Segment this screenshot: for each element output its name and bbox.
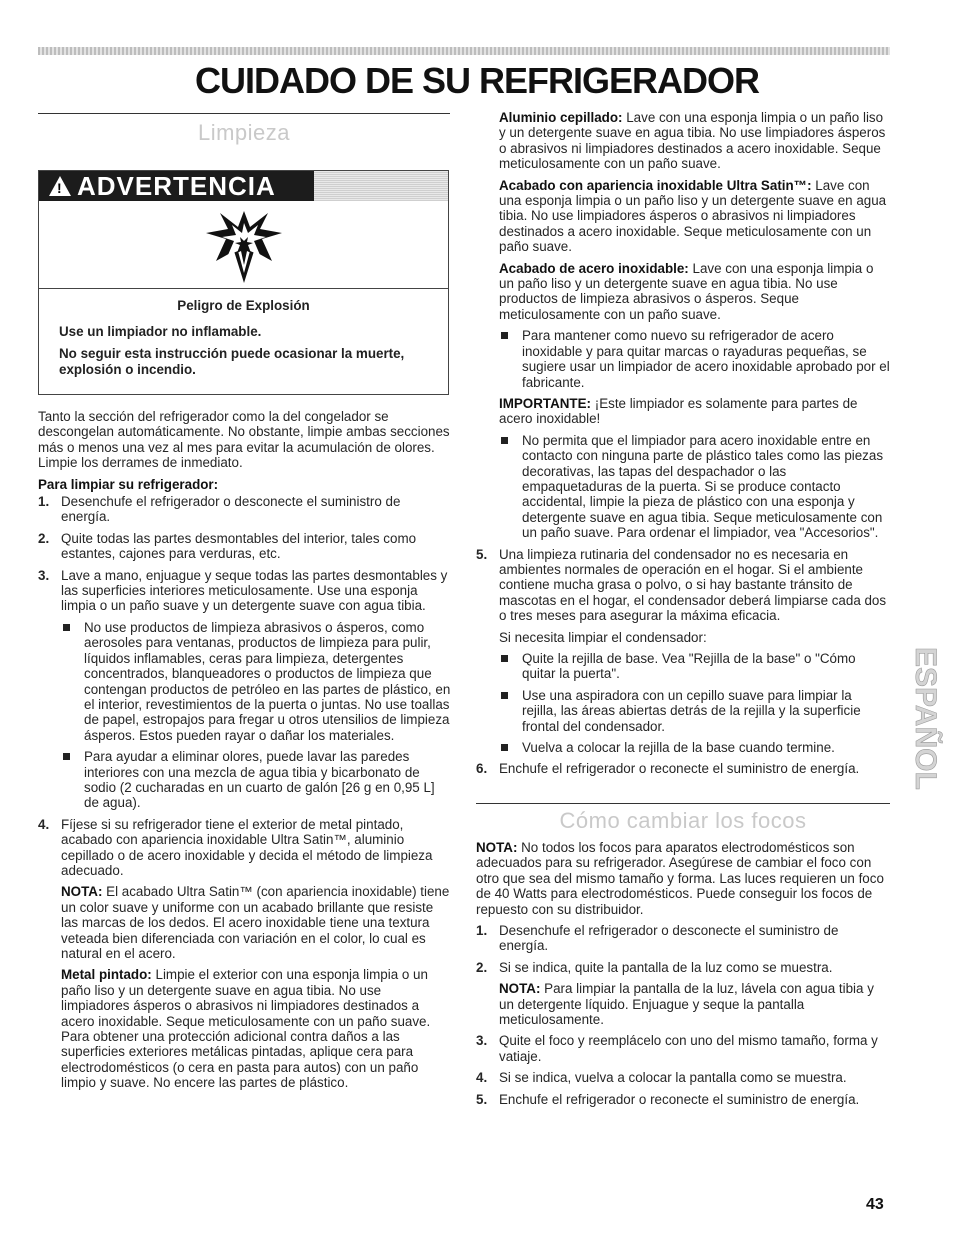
bulb-step-5: 5. Enchufe el refrigerador o reconecte el suministro de energía. (476, 1091, 860, 1107)
warning-hazard: Peligro de Explosión (177, 298, 310, 313)
step-4: 4. Fíjese si su refrigerador tiene el exterior de metal pintado, acabado con apariencia inoxidable Ultra Satin™, aluminio cepillado o de acero inoxidable y decida el método de limpieza adecuado. NOTA: El acabado Ultra Satin™ (con apariencia inoxidable) tiene un color suave y uniforme con un acabado brillante que resiste las marcas de los dedos. El acero inoxidable tiene una textura veteada bien diferenciada con variación en el color, lo cual es natural en el acero. Metal pintado: Limpie el exterior con una esponja limpia o un paño liso y un detergente suave en agua tibia. No use limpiadores ásperos o abrasivos ni limpiadores destinados a acero inoxidable. Seque meticulosamente con un paño suave. Para obtener una protección adicional contra daños a las superficies exteriores metálicas pintadas, aplique cera para electrodomésticos (o cera en pasta para autos) con un paño limpio y suave. No encere las partes de plástico. (38, 817, 452, 1091)
page-title: CUIDADO DE SU REFRIGERADOR (194, 60, 760, 101)
cleaning-subheading: Para limpiar su refrigerador: (38, 476, 219, 492)
bulbs-note: NOTA: No todos los focos para aparatos electrodomésticos son adecuados para su refrigerador. Asegúrese de cambiar el foco con otro que sea del mismo tamaño y forma. Las luces requieren un foco de 40 Watts para electrodomésticos. Puede conseguir los focos de repuesto con su distribuidor. (476, 840, 884, 917)
step-2: 2. Quite todas las partes desmontables del interior, tales como estantes, cajones para verduras, etc. (38, 530, 417, 562)
step-5: 5. Una limpieza rutinaria del condensador no es necesaria en ambientes normales de operación en el hogar. Si el ambiente contiene mucha grasa o polvo, o si hay bastante tránsito de mascotas en el hogar, el condensador deberá limpiarse cada dos o tres meses para asegurar la máxima eficacia. Si necesita limpiar el condensador: Quite la rejilla de base. Vea "Rejilla de la base" o "Cómo quitar la puerta". Use una aspiradora con un cepillo suave para limpiar la rejilla, las áreas abiertas detrás de la rejilla y la superficie frontal del condensador. Vuelva a colocar la rejilla de la base cuando termine. (476, 547, 890, 756)
brushed-aluminum: Aluminio cepillado: Lave con una esponja limpia o un paño liso y un detergente suave en agua tibia. No use limpiadores ásperos o abrasivos ni limpiadores destinados a acero inoxidable. Seque meticulosamente con un paño suave. (499, 110, 886, 172)
step-5-subhead: Si necesita limpiar el condensador: (499, 629, 707, 645)
step-5-bullet-1: Quite la rejilla de base. Vea "Rejilla de la base" o "Cómo quitar la puerta". (499, 651, 890, 682)
right-column-body (476, 110, 890, 783)
warning-header-bar (39, 171, 448, 201)
bulb-step-2-note: NOTA: Para limpiar la pantalla de la luz, lávela con agua tibia y un detergente líquido. Enjuague y seque la pantalla meticulosamente. (499, 981, 874, 1028)
bulb-step-2: 2. Si se indica, quite la pantalla de la luz como se muestra. NOTA: Para limpiar la pantalla de la luz, lávela con agua tibia y un detergente líquido. Enjuague y seque la pantalla meticulosamente. (476, 960, 890, 1028)
language-side-tab (903, 645, 942, 830)
bulbs-body (476, 840, 890, 1113)
finish-methods (476, 110, 890, 541)
section-title-bulbs: Cómo cambiar los focos (559, 808, 807, 833)
warning-line2: No seguir esta instrucción puede ocasionar la muerte, explosión o incendio. (59, 346, 405, 377)
explosion-icon (204, 211, 284, 283)
step-5-bullet-3: Vuelva a colocar la rejilla de la base cuando termine. (499, 740, 890, 755)
step-3-bullet-1: No use productos de limpieza abrasivos o ásperos, como aerosoles para ventanas, productos de limpieza para pulir, líquidos inflamables, ceras para limpieza, detergentes concentrados, blanqueadores o productos de limpieza que contengan productos de petróleo en las partes de plástico, en el interior, revestimientos de la puerta o juntas. No use toallas de papel, estropajos para fregar u otros utensilios de limpieza ásperos. Estos pueden rayar o dañar los materiales. (61, 620, 452, 743)
page-number: 43 (866, 1196, 884, 1213)
bulb-step-3: 3. Quite el foco y reemplácelo con uno del mismo tamaño, forma y vatiaje. (476, 1033, 878, 1064)
side-tab-text: ESPAÑOL (909, 647, 942, 790)
stainless-steel: Acabado de acero inoxidable: Lave con una esponja limpia o un paño liso y un detergente suave en agua tibia. No use productos de limpieza abrasivos o ásperos. Seque meticulosamente con un paño suave. (499, 260, 874, 322)
intro-paragraph: Tanto la sección del refrigerador como la del congelador se descongelan automáticamente. No obstante, limpie ambas secciones más o menos una vez al mes para evitar la acumulación de olores. Limpie los derrames de inmediato. (38, 409, 450, 471)
left-column-body (38, 409, 452, 1097)
step-5-bullet-2: Use una aspiradora con un cepillo suave para limpiar la rejilla, las áreas abiertas detrás de la rejilla y la superficie frontal del condensador. (499, 688, 890, 734)
step-3: 3. Lave a mano, enjuague y seque todas las partes desmontables y las superficies interiores meticulosamente. Use una esponja limpia o un paño suave y un detergente suave con agua tibia. No use productos de limpieza abrasivos o ásperos, como aerosoles para ventanas, productos de limpieza para pulir, líquidos inflamables, ceras para limpieza, detergentes concentrados, blanqueadores o productos de limpieza que contengan productos de petróleo en las partes de plástico, en el interior, revestimientos de la puerta o juntas. No use toallas de papel, estropajos para fregar u otros utensilios de limpieza ásperos. Estos pueden rayar o dañar los materiales. Para ayudar a eliminar olores, puede lavar las paredes interiores con una mezcla de agua tibia y bicarbonato de sodio (2 cucharadas en un cuarto de galón [26 g en 0,95 L] de agua). (38, 567, 451, 811)
step-3-bullet-2: Para ayudar a eliminar olores, puede lavar las paredes interiores con una mezcla de agua tibia y bicarbonato de sodio (2 cucharadas en un cuarto de galón [26 g en 0,95 L] de agua). (61, 749, 452, 811)
right-mid-rule (476, 803, 890, 804)
warning-line1: Use un limpiador no inflamable. (59, 324, 262, 339)
warning-text (39, 298, 448, 384)
top-decorative-bar (38, 47, 890, 55)
important-note: IMPORTANTE: ¡Este limpiador es solamente para partes de acero inoxidable! (499, 395, 858, 427)
step-1: 1. Desenchufe el refrigerador o desconecte el suministro de energía. (38, 494, 401, 525)
step-6: 6. Enchufe el refrigerador o reconecte el suministro de energía. (476, 761, 860, 777)
warning-box (38, 170, 449, 395)
step-4-note: NOTA: El acabado Ultra Satin™ (con apariencia inoxidable) tiene un color suave y uniforme con un acabado brillante que resiste las marcas de los dedos. El acero inoxidable tiene una textura veteada bien diferenciada con variación en el color, lo cual es natural en el acero. (61, 884, 450, 961)
warning-triangle-icon: ! (49, 176, 71, 196)
section-title-limpieza: Limpieza (197, 120, 291, 145)
ultra-satin: Acabado con apariencia inoxidable Ultra Satin™: Lave con una esponja limpia o un paño liso y un detergente suave en agua tibia. No use limpiadores ásperos o abrasivos ni limpiadores destinados a acero inoxidable. Seque meticulosamente con un paño suave. (499, 177, 887, 255)
left-top-rule (38, 113, 450, 114)
bulb-step-1: 1. Desenchufe el refrigerador o desconecte el suministro de energía. (476, 923, 839, 954)
step-4-painted-metal: Metal pintado: Limpie el exterior con una esponja limpia o un paño liso y un detergente suave en agua tibia. No use limpiadores ásperos o abrasivos ni limpiadores destinados a acero inoxidable. Seque meticulosamente con un paño suave. Para obtener una protección adicional contra daños a las superficies exteriores metálicas pintadas, aplique cera para electrodomésticos (o cera en pasta para autos) con un paño limpio y suave. No encere las partes de plástico. (61, 967, 431, 1091)
stainless-bullet: Para mantener como nuevo su refrigerador de acero inoxidable y para quitar marcas o rayaduras pequeñas, se sugiere usar un limpiador de acero inoxidable aprobado por el fabricante. (499, 328, 890, 390)
warning-label: ! ADVERTENCIA (39, 171, 314, 201)
bulb-step-4: 4. Si se indica, vuelva a colocar la pantalla como se muestra. (476, 1070, 847, 1086)
important-bullet: No permita que el limpiador para acero inoxidable entre en contacto con ninguna parte de plástico tales como las piezas decorativas, las tapas del despachador o las empaquetaduras de la puerta. Si se produce contacto accidental, limpie la pieza de plástico con una esponja y detergente suave en agua tibia. Seque meticulosamente con un paño suave. Para ordenar el limpiador, vea "Accesorios". (499, 433, 890, 541)
warning-separator (39, 288, 448, 289)
